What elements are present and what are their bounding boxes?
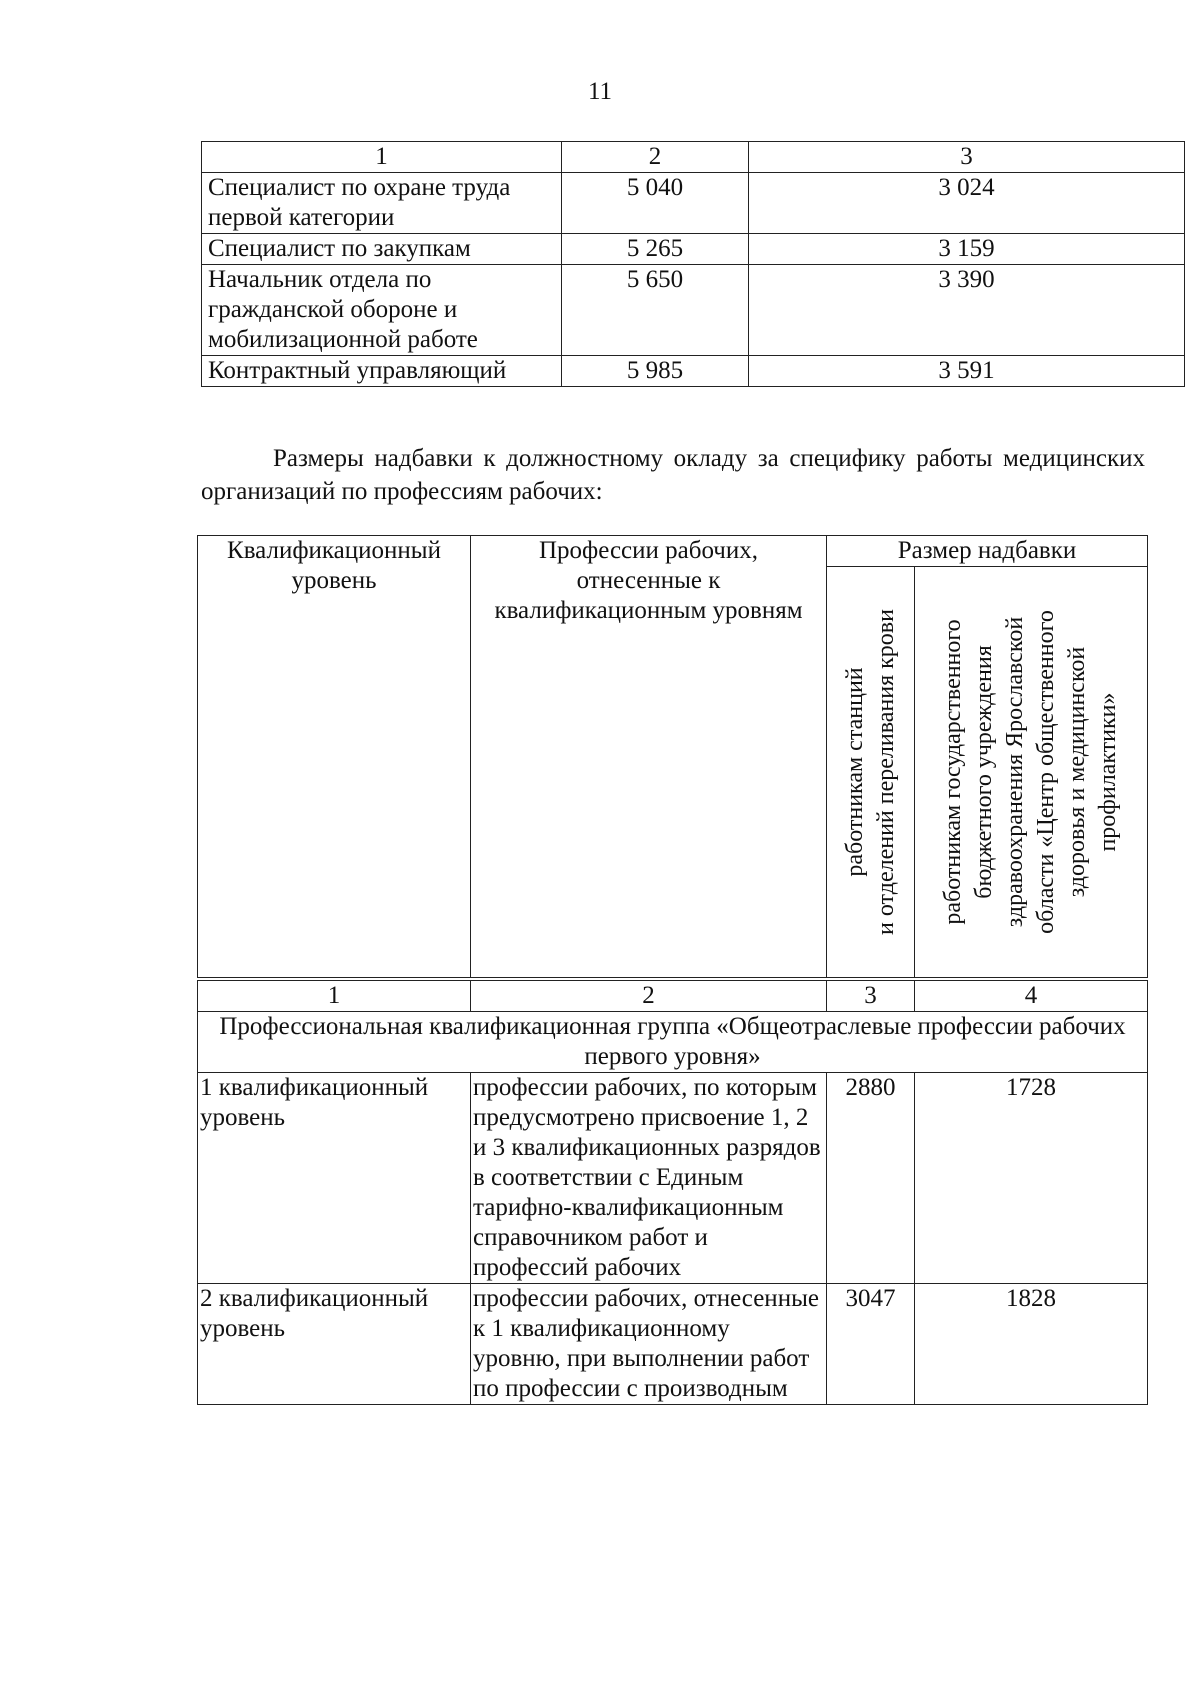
professions-cell: профессии рабочих, по которым предусмотрено присвоение 1, 2 и 3 квалификационных разрядов в соответствии с Единым тарифно-квалификационным справочником работ и профессий рабочих — [471, 1073, 827, 1284]
value-cell: 1728 — [915, 1073, 1148, 1284]
level-cell: 2 квалификационный уровень — [198, 1284, 471, 1405]
level-cell: 1 квалификационный уровень — [198, 1073, 471, 1284]
value-cell: 3 390 — [749, 265, 1185, 356]
value-cell: 5 040 — [562, 173, 749, 234]
value-cell: 5 985 — [562, 356, 749, 387]
allowance-table — [197, 535, 1148, 1405]
value-cell: 2880 — [827, 1073, 915, 1284]
header-professions: Профессии рабочих, отнесенные к квалификационным уровням — [471, 536, 827, 980]
header-blood-stations — [827, 567, 915, 980]
page-number: 11 — [587, 78, 613, 105]
table-row — [202, 173, 1185, 234]
table-row — [202, 265, 1185, 356]
column-number: 4 — [915, 979, 1148, 1012]
vertical-header-text: работникам государственного бюджетного учреждения здравоохранения Ярославской области «Центр общественного здоровья и медицинской профилактики» — [940, 610, 1121, 934]
table-row — [198, 1073, 1148, 1284]
value-cell: 3047 — [827, 1284, 915, 1405]
table-header-row — [202, 142, 1185, 173]
table-row — [202, 356, 1185, 387]
header-allowance-size: Размер надбавки — [827, 536, 1148, 567]
header-cell-3: 3 — [749, 142, 1185, 173]
column-number: 2 — [471, 979, 827, 1012]
column-number: 3 — [827, 979, 915, 1012]
group-title-row — [198, 1012, 1148, 1073]
column-number-row — [198, 979, 1148, 1012]
value-cell: 3 591 — [749, 356, 1185, 387]
table-header-row — [198, 536, 1148, 567]
header-public-health-center — [915, 567, 1148, 980]
column-number: 1 — [198, 979, 471, 1012]
value-cell: 1828 — [915, 1284, 1148, 1405]
position-cell: Контрактный управляющий — [202, 356, 562, 387]
header-cell-1: 1 — [202, 142, 562, 173]
value-cell: 3 024 — [749, 173, 1185, 234]
position-cell: Специалист по охране труда первой категории — [202, 173, 562, 234]
vertical-header-text: работникам станций и отделений переливания крови — [841, 609, 899, 935]
table-row — [198, 1284, 1148, 1405]
body-paragraph — [201, 442, 1145, 508]
table-row — [202, 234, 1185, 265]
paragraph-text: Размеры надбавки к должностному окладу за специфику работы медицинских организаций по профессиям рабочих: — [201, 445, 1145, 505]
header-cell-2: 2 — [562, 142, 749, 173]
value-cell: 3 159 — [749, 234, 1185, 265]
value-cell: 5 265 — [562, 234, 749, 265]
position-cell: Специалист по закупкам — [202, 234, 562, 265]
group-title: Профессиональная квалификационная группа «Общеотраслевые профессии рабочих первого уровня» — [198, 1012, 1148, 1073]
salary-table — [201, 141, 1185, 387]
header-qualification-level: Квалификационный уровень — [198, 536, 471, 980]
position-cell: Начальник отдела по гражданской обороне и мобилизационной работе — [202, 265, 562, 356]
value-cell: 5 650 — [562, 265, 749, 356]
professions-cell: профессии рабочих, отнесенные к 1 квалификационному уровню, при выполнении работ по профессии с производным — [471, 1284, 827, 1405]
